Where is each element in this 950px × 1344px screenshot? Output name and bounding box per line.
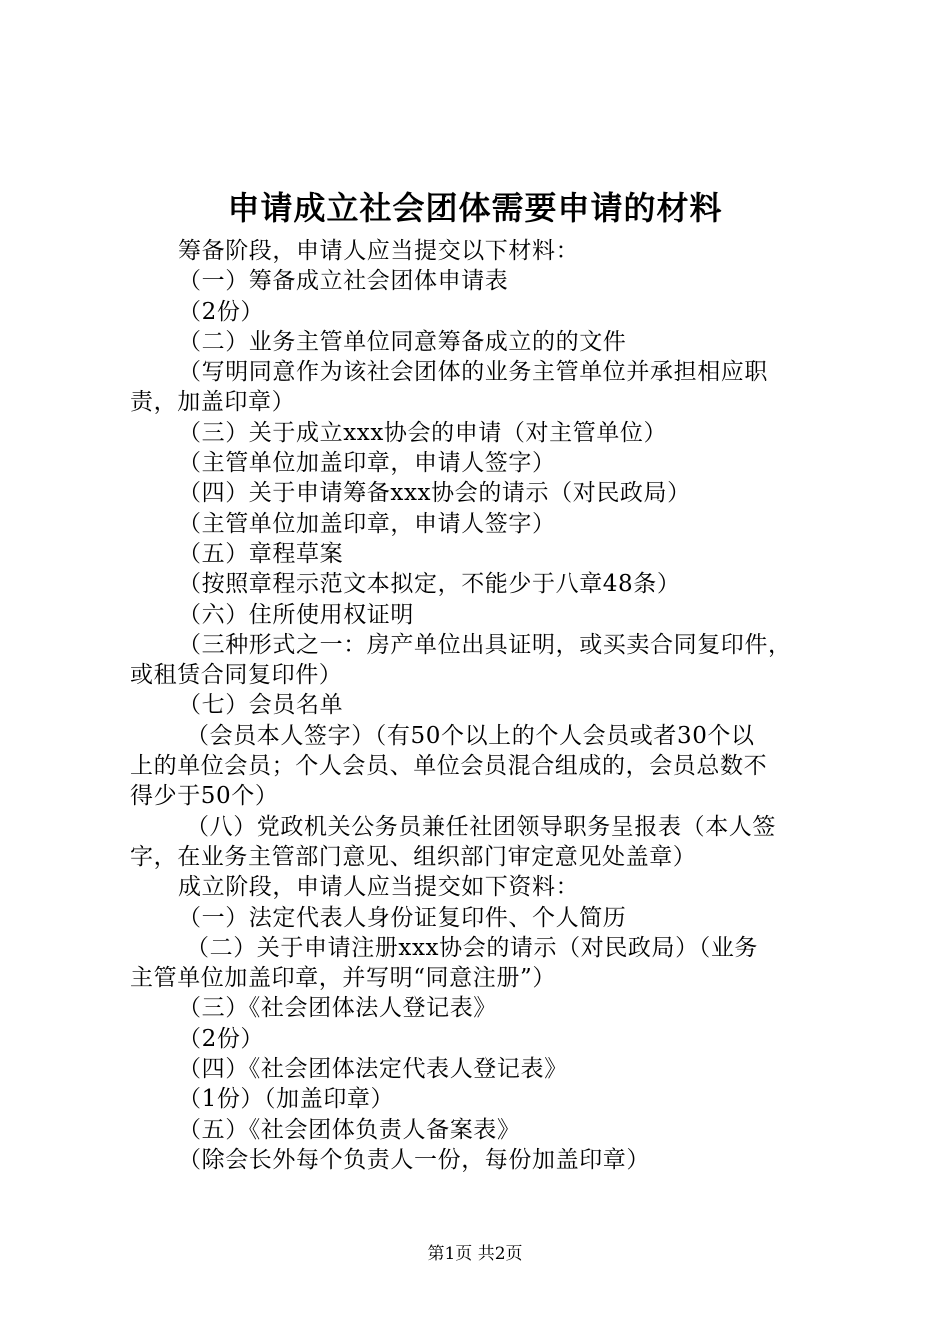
paragraph-line: （八）党政机关公务员兼任社团领导职务呈报表（本人签 <box>186 813 776 840</box>
paragraph-line: （七）会员名单 <box>178 692 344 719</box>
paragraph-line: 或租赁合同复印件） <box>130 662 343 689</box>
paragraph-line: （三）关于成立xxx协会的申请（对主管单位） <box>178 419 668 446</box>
paragraph-line: （一）法定代表人身份证复印件、个人简历 <box>178 904 627 931</box>
paragraph-line: 筹备阶段，申请人应当提交以下材料： <box>178 238 580 264</box>
paragraph-line: 上的单位会员；个人会员、单位会员混合组成的，会员总数不 <box>130 753 768 780</box>
paragraph-line: （六）住所使用权证明 <box>178 601 414 628</box>
paragraph-line: （五）《社会团体负责人备案表》 <box>178 1116 521 1143</box>
paragraph-line: （2份） <box>178 298 265 325</box>
paragraph-line: （二）业务主管单位同意筹备成立的的文件 <box>178 328 627 355</box>
paragraph-line: 责，加盖印章） <box>130 389 296 416</box>
paragraph-line: （主管单位加盖印章，申请人签字） <box>178 510 556 537</box>
paragraph-line: 得少于50个） <box>130 783 279 810</box>
paragraph-line: （2份） <box>178 1025 265 1052</box>
paragraph-line: （一）筹备成立社会团体申请表 <box>178 268 509 295</box>
paragraph-line: （四）《社会团体法定代表人登记表》 <box>178 1056 568 1083</box>
paragraph-line: （二）关于申请注册xxx协会的请示（对民政局）（业务 <box>186 934 759 961</box>
paragraph-line: （1份）（加盖印章） <box>178 1086 395 1113</box>
paragraph-line: （三种形式之一：房产单位出具证明，或买卖合同复印件， <box>178 631 792 658</box>
paragraph-line: （四）关于申请筹备xxx协会的请示（对民政局） <box>178 480 691 507</box>
paragraph-line: （三）《社会团体法人登记表》 <box>178 995 497 1022</box>
paragraph-line: （会员本人签字）（有50个以上的个人会员或者30个以 <box>186 722 755 749</box>
document-body <box>130 236 830 1175</box>
paragraph-line: 成立阶段，申请人应当提交如下资料： <box>178 874 580 901</box>
paragraph-line: （五）章程草案 <box>178 540 344 567</box>
paragraph-line: （主管单位加盖印章，申请人签字） <box>178 450 556 477</box>
paragraph-line: （按照章程示范文本拟定，不能少于八章48条） <box>178 571 681 598</box>
paragraph-line: 字，在业务主管部门意见、组织部门审定意见处盖章） <box>130 843 697 870</box>
document-title: 申请成立社会团体需要申请的材料 <box>227 189 723 227</box>
page-number-footer: 第1页 共2页 <box>427 1244 523 1264</box>
paragraph-line: 主管单位加盖印章，并写明“同意注册”） <box>130 965 556 992</box>
paragraph-line: （除会长外每个负责人一份，每份加盖印章） <box>178 1146 650 1173</box>
paragraph-line: （写明同意作为该社会团体的业务主管单位并承担相应职 <box>178 359 768 386</box>
